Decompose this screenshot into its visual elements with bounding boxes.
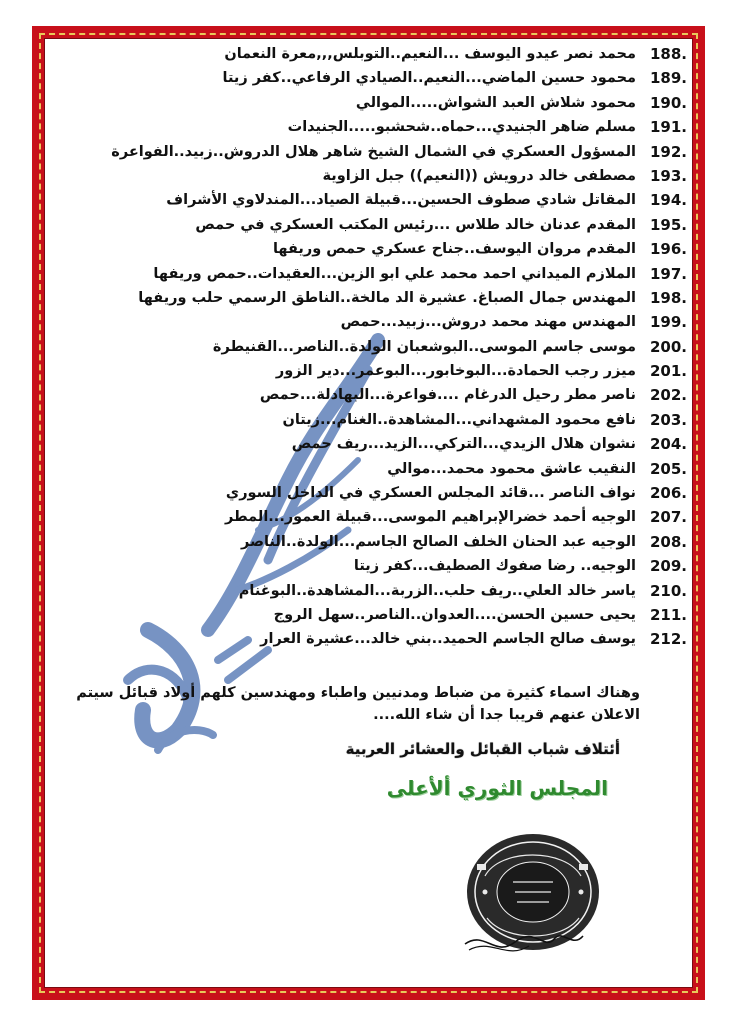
list-item bbox=[40, 91, 708, 115]
entry-text: مسلم ضاهر الجنيدي...حماه..شحشبو.....الجنيدات bbox=[287, 119, 636, 136]
entry-number: 202. bbox=[650, 386, 688, 405]
list-item bbox=[40, 457, 708, 481]
list-item bbox=[40, 481, 708, 505]
closing-note bbox=[76, 682, 640, 726]
list-item bbox=[40, 66, 708, 90]
entry-number: 200. bbox=[650, 337, 688, 356]
entry-number: 205. bbox=[650, 459, 688, 478]
entry-text: يحيى حسين الحسن....العدوان..الناصر..سهل الروج bbox=[273, 606, 636, 623]
organization-signature: أئتلاف شباب القبائل والعشائر العربية bbox=[345, 740, 620, 758]
list-item bbox=[40, 286, 708, 310]
entry-text: محمود حسين الماضي...النعيم..الصيادي الرفاعي..كفر زيتا bbox=[222, 70, 636, 87]
entry-text: الوجيه.. رضا صفوك الصطيف...كفر زيتا bbox=[353, 558, 636, 575]
closing-note-line: الاعلان عنهم قريبا جدا أن شاء الله.... bbox=[373, 707, 640, 723]
entry-number: 188. bbox=[650, 45, 688, 63]
list-item bbox=[40, 164, 708, 188]
entry-number: 203. bbox=[650, 410, 688, 429]
list-item bbox=[40, 115, 708, 139]
entry-text: يوسف صالح الجاسم الحميد..بني خالد...عشيرة العرار bbox=[260, 631, 636, 648]
entry-number: 196. bbox=[650, 240, 688, 259]
entry-number: 210. bbox=[650, 581, 688, 600]
list-item bbox=[40, 383, 708, 407]
list-item bbox=[40, 140, 708, 164]
entry-number: 212. bbox=[650, 630, 688, 649]
entry-text: الوجيه عبد الحنان الخلف الصالح الجاسم...الولدة..الناصر bbox=[241, 533, 636, 550]
entry-number: 209. bbox=[650, 557, 688, 576]
list-item bbox=[40, 627, 708, 651]
entry-text: المقدم عدنان خالد طلاس ...رئيس المكتب العسكري في حمص bbox=[195, 216, 636, 233]
entry-text: المقاتل شادي صطوف الحسين...قبيلة الصياد...المندلاوي الأشراف bbox=[166, 192, 636, 209]
entry-text: نافع محمود المشهداني...المشاهدة..الغنام...زيتان bbox=[282, 411, 636, 428]
entry-text: ميزر رجب الحمادة...البوخابور...البوعمر...دير الزور bbox=[275, 363, 636, 380]
list-item bbox=[40, 554, 708, 578]
entry-text: الوجيه أحمد خضرالإبراهيم الموسى...قبيلة العمور...المطر bbox=[225, 509, 636, 526]
list-item bbox=[40, 530, 708, 554]
entry-number: 198. bbox=[650, 288, 688, 307]
entry-number: 211. bbox=[650, 605, 688, 624]
list-item bbox=[40, 310, 708, 334]
closing-note-line: وهناك اسماء كثيرة من ضباط ومدنيين واطباء ومهندسين كلهم أولاد قبائل سيتم bbox=[76, 685, 640, 701]
list-item bbox=[40, 505, 708, 529]
entry-number: 191. bbox=[650, 118, 688, 137]
entry-number: 192. bbox=[650, 142, 688, 161]
entry-number: 206. bbox=[650, 484, 688, 503]
entry-number: 189. bbox=[650, 69, 688, 88]
list-item bbox=[40, 237, 708, 261]
entry-text: المهندس مهند محمد دروش...زبيد...حمص bbox=[340, 314, 636, 331]
entry-number: 207. bbox=[650, 508, 688, 527]
entry-number: 197. bbox=[650, 264, 688, 283]
list-item bbox=[40, 432, 708, 456]
entry-text: ياسر خالد العلي..ريف حلب..الزربة...المشاهدة..البوغنام bbox=[238, 582, 636, 599]
entry-number: 195. bbox=[650, 215, 688, 234]
entry-text: النقيب عاشق محمود محمد...موالي bbox=[387, 460, 636, 477]
list-item bbox=[40, 213, 708, 237]
entry-text: الملازم الميداني احمد محمد علي ابو الزين...العقيدات..حمص وريفها bbox=[153, 265, 636, 282]
list-item bbox=[40, 42, 708, 66]
entry-text: محمد نصر عيدو اليوسف ...النعيم..التوبلس,,,معرة النعمان bbox=[224, 46, 636, 62]
list-item bbox=[40, 335, 708, 359]
entry-text: المسؤول العسكري في الشمال الشيخ شاهر هلال الدروش..زبيد..الفواعرة bbox=[111, 143, 636, 160]
entry-text: ناصر مطر رحيل الدرغام ....فواعرة...البهادلة...حمص bbox=[259, 387, 636, 404]
entry-text: نشوان هلال الزيدي...التركي...الزيد...ريف حمص bbox=[291, 436, 636, 453]
entry-text: مصطفى خالد درويش ((النعيم)) جبل الزاوية bbox=[322, 167, 636, 184]
list-item bbox=[40, 262, 708, 286]
entry-text: محمود شلاش العبد الشواش.....الموالي bbox=[355, 94, 636, 111]
entry-number: 204. bbox=[650, 435, 688, 454]
list-item bbox=[40, 579, 708, 603]
entry-number: 193. bbox=[650, 166, 688, 185]
council-title: المجلس الثوري ألأعلى bbox=[386, 776, 608, 800]
entry-number: 194. bbox=[650, 191, 688, 210]
entry-number: 199. bbox=[650, 313, 688, 332]
entry-number: 208. bbox=[650, 532, 688, 551]
list-item bbox=[40, 408, 708, 432]
entry-text: المقدم مروان اليوسف..جناح عسكري حمص وريفها bbox=[272, 241, 636, 258]
entry-number: 201. bbox=[650, 362, 688, 381]
entry-number: 190. bbox=[650, 93, 688, 112]
entry-text: المهندس جمال الصباغ. عشيرة الد مالخة..الناطق الرسمي حلب وريفها bbox=[138, 289, 636, 306]
official-seal-stamp bbox=[455, 826, 605, 966]
list-item bbox=[40, 359, 708, 383]
list-item bbox=[40, 188, 708, 212]
list-item bbox=[40, 603, 708, 627]
entry-text: نواف الناصر ...قائد المجلس العسكري في الداخل السوري bbox=[225, 485, 636, 502]
entry-text: موسى جاسم الموسى..البوشعبان الولدة..الناصر...القنيطرة bbox=[212, 338, 636, 355]
names-list bbox=[40, 42, 708, 652]
